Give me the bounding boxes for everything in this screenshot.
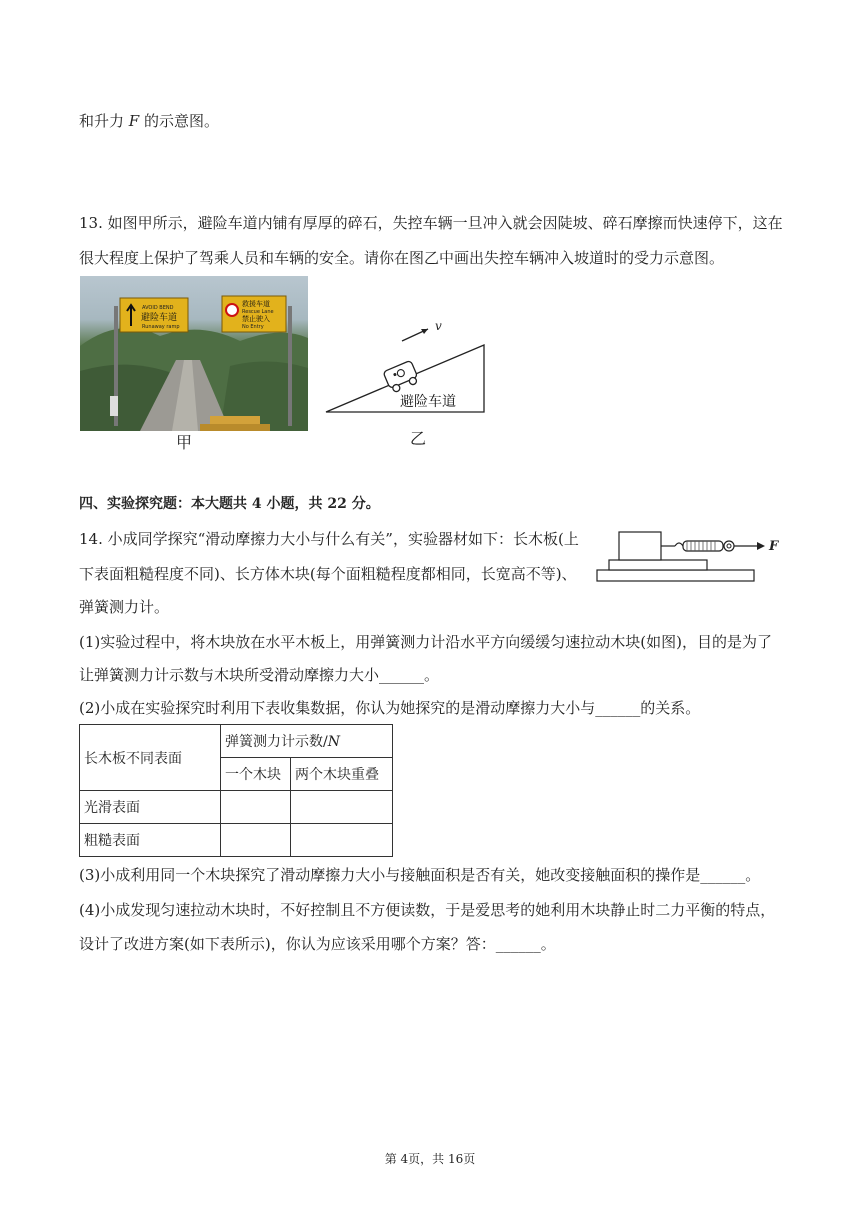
sign-left-small: AVOID BEND — [142, 305, 174, 311]
q14-p1-line2: 让弹簧测力计示数与木块所受滑动摩擦力大小______。 — [79, 666, 440, 684]
intro-text: 和升力 F 的示意图。 — [79, 112, 219, 130]
q14-line2: 下表面粗糙程度不同)、长方体木块(每个面粗糙程度都相同，长宽高不等)、 — [79, 565, 577, 583]
q13-line2: 很大程度上保护了驾乘人员和车辆的安全。请你在图乙中画出失控车辆冲入坡道时的受力示意图。 — [79, 249, 725, 267]
spring-scale-diagram — [595, 528, 785, 584]
table-header-two-blocks: 两个木块重叠 — [291, 758, 393, 791]
force-label: F — [769, 539, 779, 554]
long-board — [597, 570, 754, 581]
sign-left-main: 避险车道 — [141, 313, 178, 323]
table-row-rough: 粗糙表面 — [80, 824, 221, 857]
q14-p3: (3)小成利用同一个木块探究了滑动摩擦力大小与接触面积是否有关，她改变接触面积的操作是______。 — [79, 866, 761, 884]
velocity-label: v — [435, 319, 442, 333]
q14-line1: 14. 小成同学探究“滑动摩擦力大小与什么有关”，实验器材如下：长木板(上 — [79, 530, 579, 548]
page-footer: 第 4页，共 16页 — [384, 1152, 476, 1166]
table-cell-empty — [291, 791, 393, 824]
ramp-label: 避险车道 — [400, 394, 456, 410]
runaway-ramp-photo — [80, 276, 308, 431]
sign-left-english: Runaway ramp — [142, 324, 180, 330]
fig-b-caption: 乙 — [410, 429, 427, 448]
wood-block — [619, 532, 661, 560]
table-cell-empty — [221, 824, 291, 857]
sign-right-main2: 禁止驶入 — [242, 315, 270, 323]
sign-right-english2: No Entry — [242, 324, 264, 330]
board-top — [609, 560, 707, 570]
fig-a-caption: 甲 — [176, 433, 193, 452]
table-header-one-block: 一个木块 — [221, 758, 291, 791]
q14-p1-line1: (1)实验过程中，将木块放在水平木板上，用弹簧测力计沿水平方向缓缓匀速拉动木块(如图)，目的是为了 — [79, 633, 772, 651]
ramp-diagram — [320, 310, 495, 450]
table-header-reading: 弹簧测力计示数/N — [221, 725, 393, 758]
q13-line1: 13. 如图甲所示，避险车道内铺有厚厚的碎石，失控车辆一旦冲入就会因陡坡、碎石摩擦而快速停下，这在 — [79, 214, 783, 232]
data-table — [79, 724, 393, 857]
sign-right-main: 救援车道 — [242, 300, 270, 308]
q14-p4-line2: 设计了改进方案(如下表所示)，你认为应该采用哪个方案？答：______。 — [79, 935, 556, 953]
section-heading: 四、实验探究题：本大题共 4 小题，共 22 分。 — [79, 496, 380, 512]
table-header-surface: 长木板不同表面 — [80, 725, 221, 791]
table-cell-empty — [291, 824, 393, 857]
table-cell-empty — [221, 791, 291, 824]
sign-right-english: Rescue Lane — [242, 309, 274, 315]
q14-p2: (2)小成在实验探究时利用下表收集数据，你认为她探究的是滑动摩擦力大小与______的关系。 — [79, 699, 701, 717]
q14-line3: 弹簧测力计。 — [79, 598, 170, 616]
q14-p4-line1: (4)小成发现匀速拉动木块时，不好控制且不方便读数，于是爱思考的她利用木块静止时二力平衡的特点， — [79, 901, 776, 919]
table-row-smooth: 光滑表面 — [80, 791, 221, 824]
